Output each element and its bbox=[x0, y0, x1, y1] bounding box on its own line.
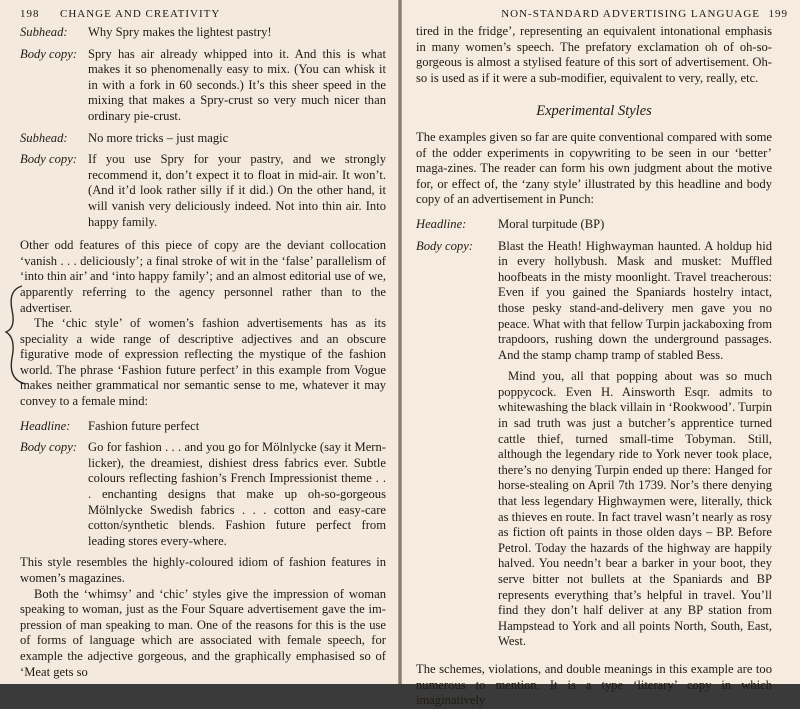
ad-text: Why Spry makes the lightest pastry! bbox=[88, 25, 272, 39]
ad-body-continued: Mind you, all that popping about was so much poppycock. Even H. Ainsworth Esqr. admits to whitewashing the black villain in ‘Rookwood’. Turpin in sad truth was just a butcher’s apprentice turned cattle thief, turned small-time Tobyman. Still, although the legendary ride to York never took place, there’s no denying Turpin ended up there: Hanged for horse-stealing on April 7th 1739. Nor’s there denying that less legendary Highwaymen were, literally, thick as thieves en route. In fact travel wasn’t nearly as rosy as fiction oft paints in those olden days – BP. Before Petrol. Today the hazards of the highway are happily halved. You needn’t bear a barker in your boot, they serve bitter not bullets at the Spaniards and BP represents everything that’s helpful in travel. You’ll find they don’t half deliver at any BP station from Hampstead to York and all points North, South, East, West. bbox=[498, 369, 772, 649]
right-page bbox=[402, 0, 800, 708]
ad-text: If you use Spry for your pastry, and we strongly recommend it, don’t expect it to float in mid-air. It won’t. (And it’d look rather silly if it did.) On the other hand, it will vanish very deliciously indeed. Not into thin air. Into happy family. bbox=[88, 152, 386, 229]
ad-label: Body copy: bbox=[20, 152, 77, 167]
section-heading: Experimental Styles bbox=[536, 103, 652, 120]
ad-continuation bbox=[416, 369, 772, 650]
ad-row bbox=[20, 152, 386, 230]
ad-row bbox=[20, 440, 386, 549]
ad-text: Go for fashion . . . and you go for Mölnlycke (say it Mern-licker), the dreamiest, dishiest dress fabrics ever. Subtle colours reflecting fashion’s French Impressionist theme . . . enchanting designs that make up oh-so-gorgeous Mölnlycke Swedish fabrics . . . cotton and easy-care cotton/synthetic blends. Fashion future perfect from leading stores every-where. bbox=[88, 440, 386, 548]
left-page bbox=[0, 0, 398, 684]
ad-text: Fashion future perfect bbox=[88, 418, 200, 433]
ad-row bbox=[20, 47, 386, 125]
running-head: CHANGE AND CREATIVITY bbox=[60, 8, 221, 20]
ad-label: Subhead: bbox=[20, 130, 68, 145]
paragraph: The ‘chic style’ of women’s fashion advertisements has as its speciality a wide range of descriptive adjectives and an obscure figurative mode of expression reflecting the mystique of the fashion world. The phrase ‘Fashion future perfect’ in this example from Vogue makes neither grammatical nor semantic sense to me, whatever it may convey to a female mind: bbox=[20, 316, 386, 409]
ad-text: Moral turpitude (BP) bbox=[498, 216, 605, 231]
page-number: 199 bbox=[768, 8, 788, 20]
ad-text: Spry has air already whipped into it. And this is what makes it so phenomenally easy to mix. (You can whisk it in with a fork in 60 seconds.) It’s this sheer speed in the mixing that makes a Spry-crust so very much nicer than ordinary pie-crust. bbox=[88, 46, 386, 123]
ad-text: No more tricks – just magic bbox=[88, 130, 229, 145]
ad-row bbox=[20, 131, 386, 147]
ad-row bbox=[20, 419, 386, 435]
paragraph: Both the ‘whimsy’ and ‘chic’ styles give the impression of woman speaking to woman, just as the Four Square advertisement gave the im-pression of man speaking to man. One of the reasons for this is the use of forms of language which are associated with female speech, for example the adjective gorgeous, and the graphically emphasised so of ‘Meat gets so bbox=[20, 586, 386, 679]
advertisement-example-spry bbox=[20, 25, 386, 230]
ad-label: Body copy: bbox=[20, 440, 77, 455]
advertisement-example-molnlycke bbox=[20, 419, 386, 550]
running-head: NON-STANDARD ADVERTISING LANGUAGE bbox=[501, 8, 760, 20]
paragraph: The examples given so far are quite conventional compared with some of the odder experiments in copywriting to be seen in our ‘better’ maga-zines. The reader can form his own judgment about the motive for, or effect of, the ‘zany style’ illustrated by this headline and body copy of an advertisement in Punch: bbox=[416, 129, 773, 207]
paragraph: The schemes, violations, and double meanings in this example are too numerous to mention. It is a type ‘literary’ copy in which imaginatively bbox=[416, 661, 772, 708]
ad-label: Body copy: bbox=[416, 238, 473, 253]
ad-row bbox=[20, 25, 386, 41]
ad-label: Subhead: bbox=[20, 25, 68, 39]
paragraph: This style resembles the highly-coloured idiom of fashion features in women’s magazines. bbox=[20, 555, 386, 585]
paragraph: Other odd features of this piece of copy are the deviant collocation ‘vanish . . . deliciously’; a final stroke of wit in the ‘false’ parallelism of ‘into thin air’ and ‘into happy family’; and an almost editorial use of we, apparently referring to the agency personnel rather than to the advertiser. bbox=[20, 238, 386, 315]
page-number: 198 bbox=[20, 8, 40, 20]
ad-label: Headline: bbox=[20, 418, 71, 433]
ad-row bbox=[416, 217, 772, 233]
ad-text: Blast the Heath! Highwayman haunted. A holdup hid in every hollybush. Mask and musket: Muffled hoofbeats in the misty moonlight. Travel treacherous: Even if you gained the Spaniards hostelry intact, those pesky stand-and-delivery men gave you no peace. What with that fellow Turpin jackaboxing from trapdoors, rushing down the underground passages. And the stamp champ tramp of stabled Bess. bbox=[498, 238, 772, 362]
ad-row bbox=[416, 239, 772, 364]
paragraph: tired in the fridge’, representing an equivalent intonational emphasis in many women’s speech. The prefatory exclamation oh of oh-so-gorgeous is almost a stylised feature of this sort of advertisement. Oh-so is used as if it were a sub-modifier, equivalent to very, really, etc. bbox=[416, 24, 772, 85]
advertisement-example-bp bbox=[416, 217, 772, 363]
ad-label: Body copy: bbox=[20, 46, 77, 61]
ad-label: Headline: bbox=[416, 216, 467, 231]
right-page-content bbox=[416, 24, 772, 709]
left-page-content bbox=[20, 22, 386, 680]
